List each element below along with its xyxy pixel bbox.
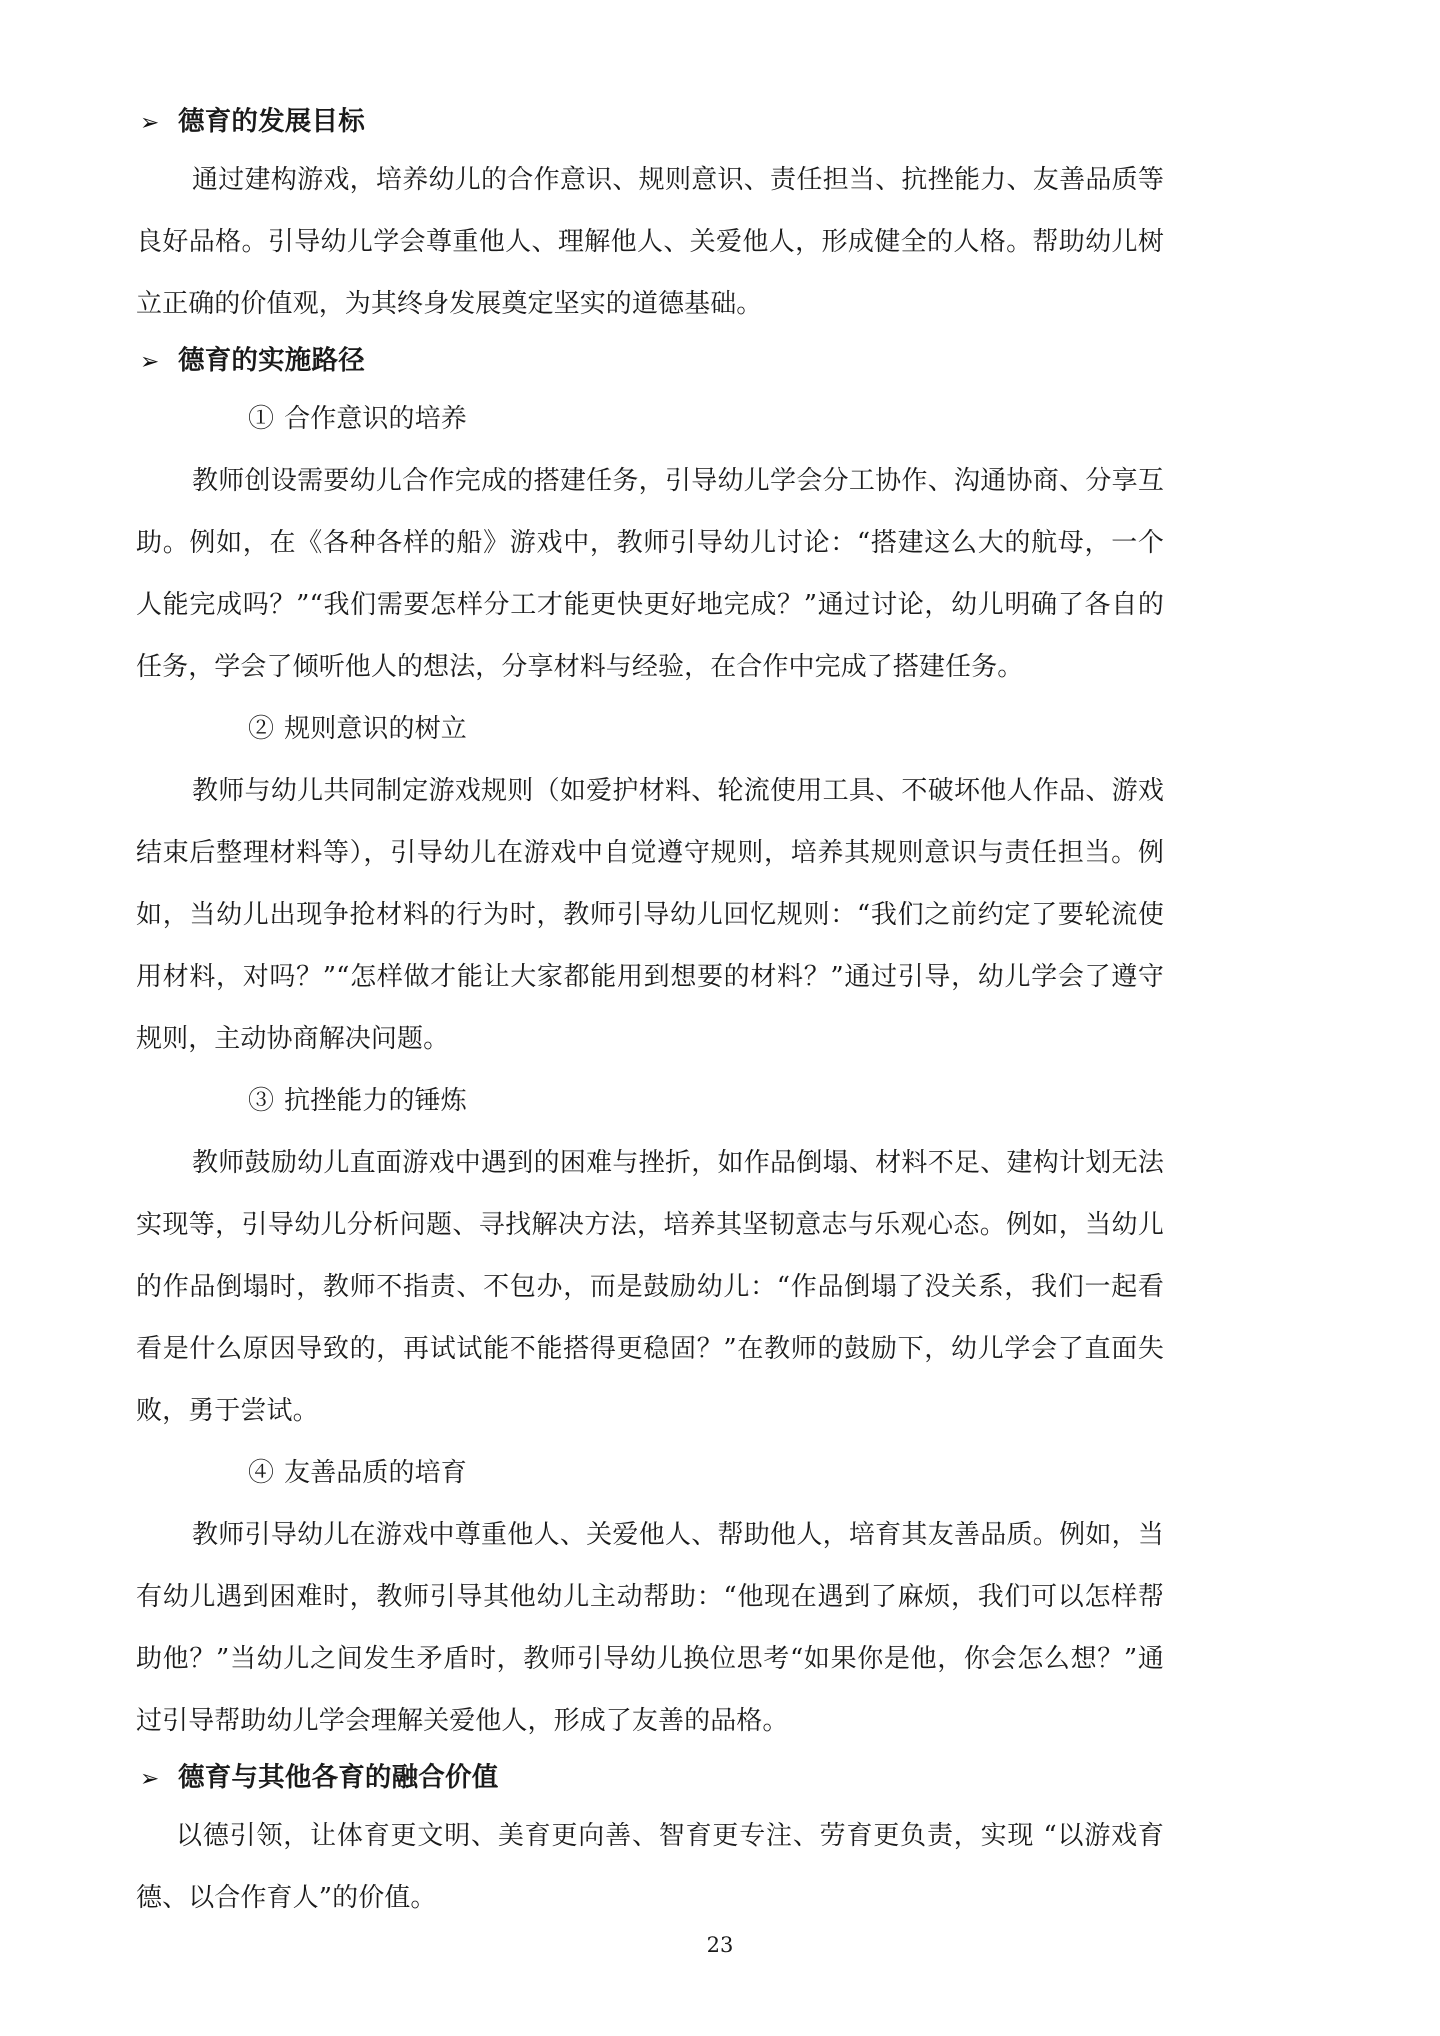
heading-label: 德育的发展目标: [178, 106, 365, 137]
paragraph-integration-value: 以德引领，让体育更文明、美育更向善、智育更专注、劳育更负责，实现 “以游戏育德、以合作育人”的价值。: [136, 1821, 1164, 1913]
paragraph-development-goals: 通过建构游戏，培养幼儿的合作意识、规则意识、责任担当、抗挫能力、友善品质等良好品格。引导幼儿学会尊重他人、理解他人、关爱他人，形成健全的人格。帮助幼儿树立正确的价值观，为其终身发展奠定坚实的道德基础。: [136, 165, 1164, 319]
subheading-item-3: [136, 1070, 1164, 1132]
subheading-label: 合作意识的培养: [284, 404, 467, 434]
subheading-label: 规则意识的树立: [284, 714, 467, 744]
subheading-label: 友善品质的培育: [284, 1458, 467, 1488]
heading-implementation-paths: [136, 335, 1164, 388]
heading-label: 德育的实施路径: [178, 345, 365, 376]
arrow-bullet-icon: ➢: [140, 110, 160, 136]
paragraph-item-2: 教师与幼儿共同制定游戏规则（如爱护材料、轮流使用工具、不破坏他人作品、游戏结束后整理材料等），引导幼儿在游戏中自觉遵守规则，培养其规则意识与责任担当。例如，当幼儿出现争抢材料的行为时，教师引导幼儿回忆规则：“我们之前约定了要轮流使用材料，对吗？”“怎样做才能让大家都能用到想要的材料？”通过引导，幼儿学会了遵守规则，主动协商解决问题。: [136, 776, 1164, 1054]
circled-number-3: ③: [248, 1086, 275, 1116]
circled-number-1: ①: [248, 404, 275, 434]
subheading-item-2: [136, 698, 1164, 760]
paragraph-item-1: 教师创设需要幼儿合作完成的搭建任务，引导幼儿学会分工协作、沟通协商、分享互助。例如，在《各种各样的船》游戏中，教师引导幼儿讨论：“搭建这么大的航母，一个人能完成吗？”“我们需要怎样分工才能更快更好地完成？”通过讨论，幼儿明确了各自的任务，学会了倾听他人的想法，分享材料与经验，在合作中完成了搭建任务。: [136, 466, 1164, 682]
arrow-bullet-icon: ➢: [140, 1766, 160, 1792]
circled-number-2: ②: [248, 714, 275, 744]
page-number: 23: [706, 1933, 734, 1957]
subheading-item-4: [136, 1442, 1164, 1504]
subheading-label: 抗挫能力的锤炼: [284, 1086, 467, 1116]
heading-development-goals: [136, 96, 1164, 149]
subheading-item-1: [136, 388, 1164, 450]
circled-number-4: ④: [248, 1458, 275, 1488]
heading-integration-value: [136, 1752, 1164, 1805]
heading-label: 德育与其他各育的融合价值: [178, 1762, 499, 1793]
paragraph-item-4: 教师引导幼儿在游戏中尊重他人、关爱他人、帮助他人，培育其友善品质。例如，当有幼儿遇到困难时，教师引导其他幼儿主动帮助：“他现在遇到了麻烦，我们可以怎样帮助他？”当幼儿之间发生矛盾时，教师引导幼儿换位思考“如果你是他，你会怎么想？”通过引导帮助幼儿学会理解关爱他人，形成了友善的品格。: [136, 1520, 1164, 1736]
arrow-bullet-icon: ➢: [140, 349, 160, 375]
paragraph-item-3: 教师鼓励幼儿直面游戏中遇到的困难与挫折，如作品倒塌、材料不足、建构计划无法实现等，引导幼儿分析问题、寻找解决方法，培养其坚韧意志与乐观心态。例如，当幼儿的作品倒塌时，教师不指责、不包办，而是鼓励幼儿：“作品倒塌了没关系，我们一起看看是什么原因导致的，再试试能不能搭得更稳固？”在教师的鼓励下，幼儿学会了直面失败，勇于尝试。: [136, 1148, 1164, 1426]
page-content: [136, 96, 1164, 1929]
